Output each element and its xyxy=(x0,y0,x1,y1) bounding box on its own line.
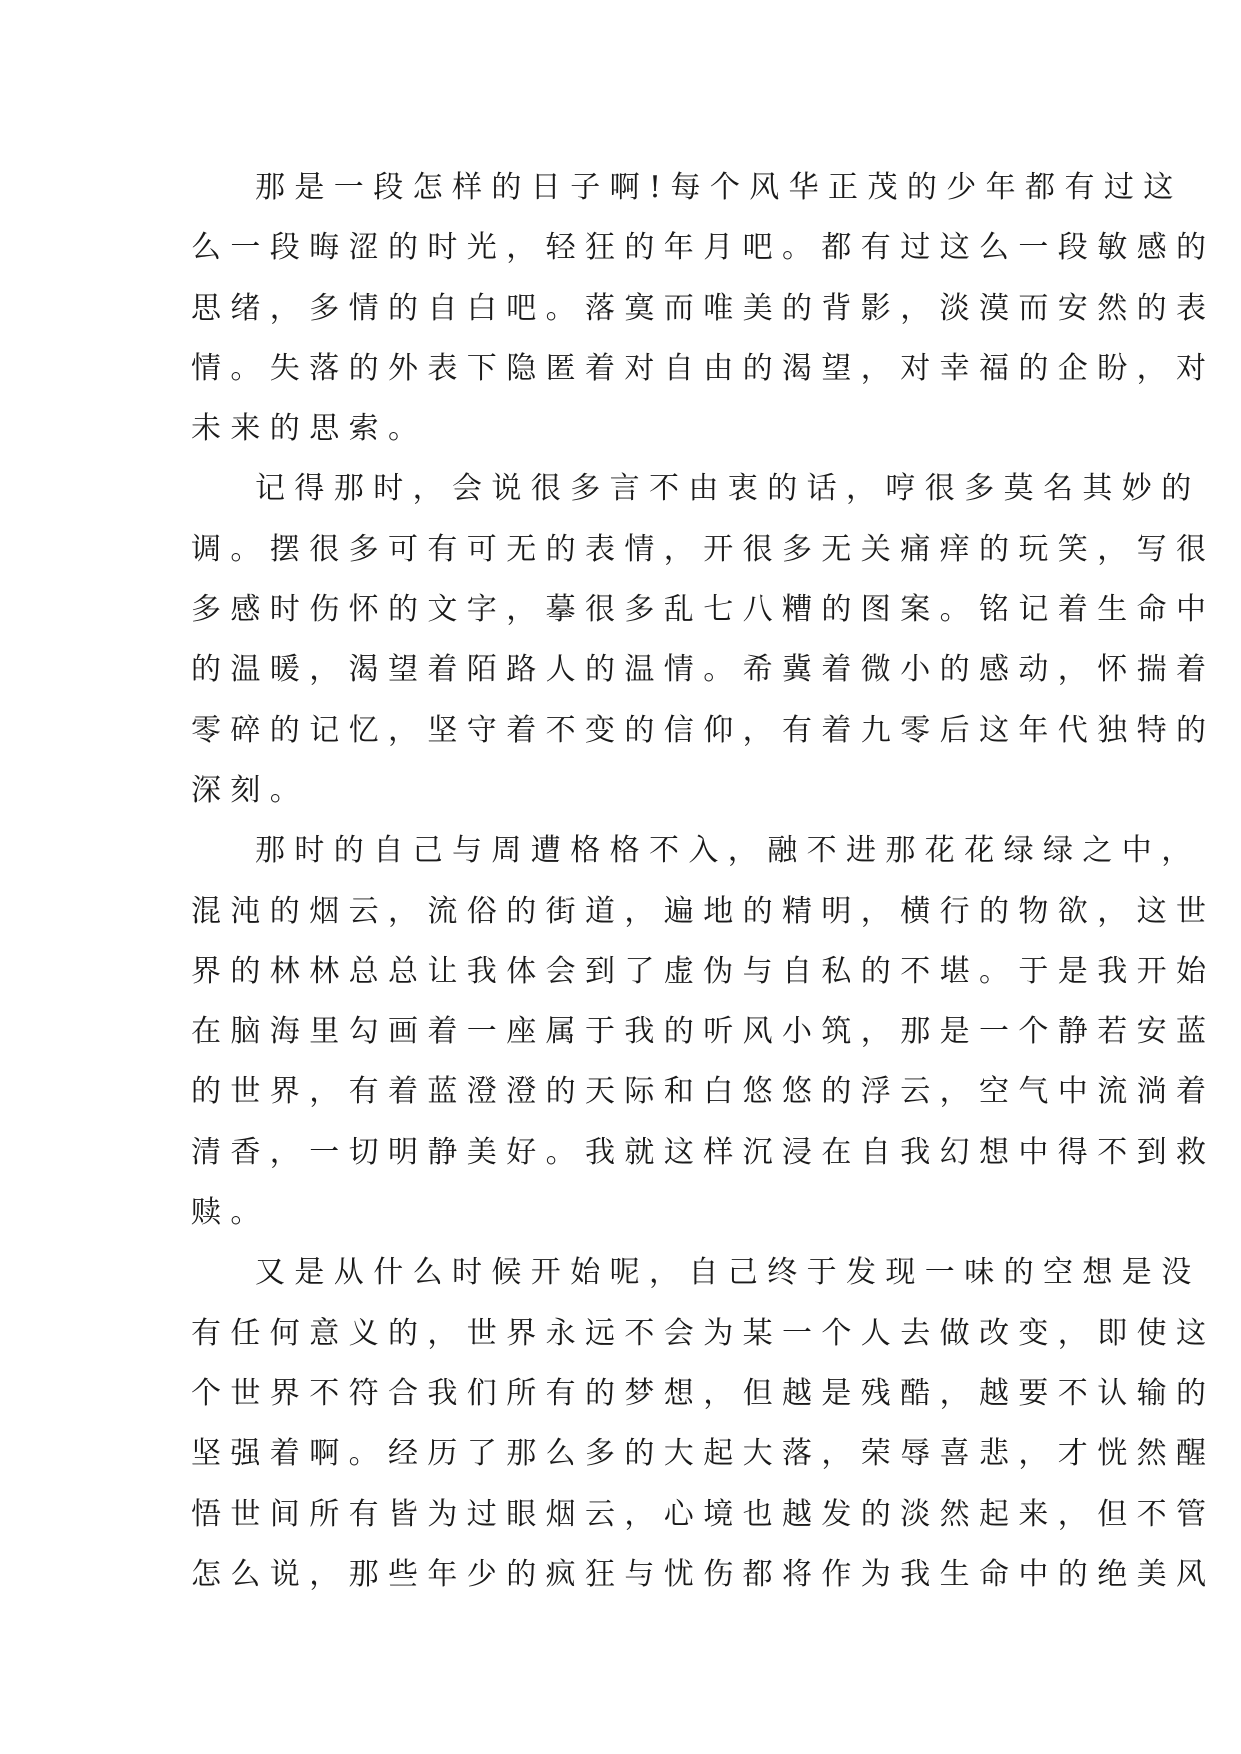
text-line: 情。失落的外表下隐匿着对自由的渴望，对幸福的企盼，对 xyxy=(191,350,1216,386)
text-line: 悟世间所有皆为过眼烟云，心境也越发的淡然起来，但不管 xyxy=(191,1496,1216,1532)
text-line: 记得那时，会说很多言不由衷的话，哼很多莫名其妙的 xyxy=(255,471,1201,507)
text-line: 多感时伤怀的文字，摹很多乱七八糟的图案。铭记着生命中 xyxy=(191,592,1216,628)
text-line: 的温暖，渴望着陌路人的温情。希冀着微小的感动，怀揣着 xyxy=(191,652,1216,688)
text-line: 界的林林总总让我体会到了虚伪与自私的不堪。于是我开始 xyxy=(191,953,1216,989)
text-line: 混沌的烟云，流俗的街道，遍地的精明，横行的物欲，这世 xyxy=(191,893,1216,929)
paragraph-2 xyxy=(191,459,1216,821)
text-line: 有任何意义的，世界永远不会为某一个人去做改变，即使这 xyxy=(191,1315,1216,1351)
paragraph-4 xyxy=(191,1243,1216,1605)
text-line: 那时的自己与周遭格格不入，融不进那花花绿绿之中， xyxy=(255,833,1201,869)
paragraph-3 xyxy=(191,821,1216,1243)
paragraph-1 xyxy=(191,158,1216,459)
text-line: 零碎的记忆，坚守着不变的信仰，有着九零后这年代独特的 xyxy=(191,712,1216,748)
text-line: 怎么说，那些年少的疯狂与忧伤都将作为我生命中的绝美风 xyxy=(191,1556,1216,1592)
text-line: 又是从什么时候开始呢，自己终于发现一味的空想是没 xyxy=(255,1255,1201,1291)
text-line: 深刻。 xyxy=(191,772,310,808)
text-line: 坚强着啊。经历了那么多的大起大落，荣辱喜悲，才恍然醒 xyxy=(191,1436,1216,1472)
text-line: 未来的思索。 xyxy=(191,411,428,447)
text-line: 在脑海里勾画着一座属于我的听风小筑，那是一个静若安蓝 xyxy=(191,1014,1216,1050)
text-line: 么一段晦涩的时光，轻狂的年月吧。都有过这么一段敏感的 xyxy=(191,230,1216,266)
text-line: 清香，一切明静美好。我就这样沉浸在自我幻想中得不到救 xyxy=(191,1134,1216,1170)
text-line: 赎。 xyxy=(191,1195,270,1231)
text-line: 个世界不符合我们所有的梦想，但越是残酷，越要不认输的 xyxy=(191,1375,1216,1411)
text-line: 的世界，有着蓝澄澄的天际和白悠悠的浮云，空气中流淌着 xyxy=(191,1074,1216,1110)
document-body xyxy=(191,158,1216,1605)
text-line: 那是一段怎样的日子啊!每个风华正茂的少年都有过这 xyxy=(255,170,1183,205)
text-line: 调。摆很多可有可无的表情，开很多无关痛痒的玩笑，写很 xyxy=(191,531,1216,567)
text-line: 思绪，多情的自白吧。落寞而唯美的背影，淡漠而安然的表 xyxy=(191,290,1216,326)
